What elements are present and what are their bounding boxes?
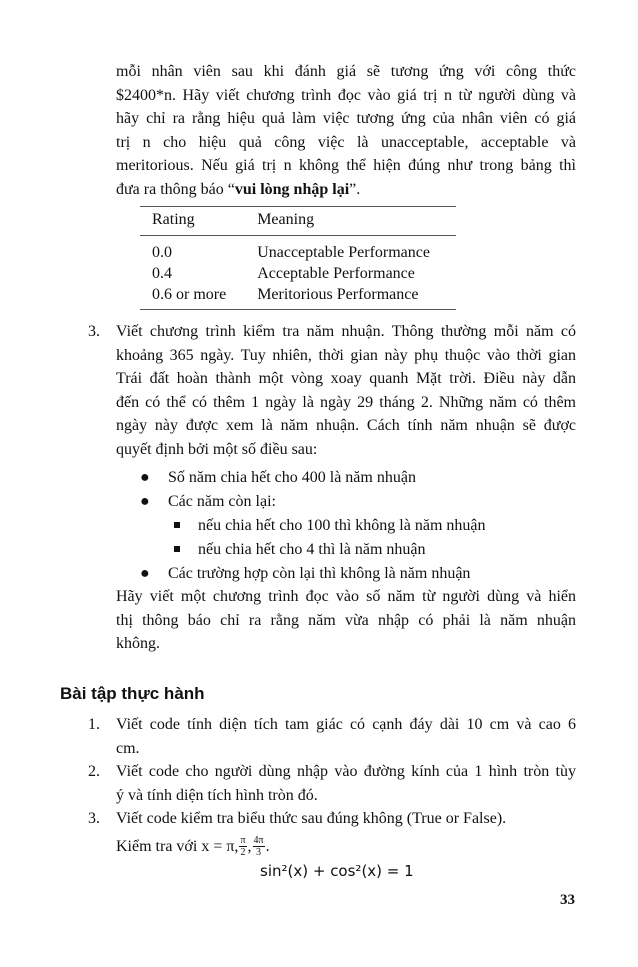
intro-paragraph bbox=[116, 60, 576, 202]
intro-line: hãy chỉ ra rằng hiệu quả làm việc tương ứng của nhân viên có giá bbox=[116, 110, 576, 128]
intro-last-suffix: ”. bbox=[349, 180, 361, 198]
table-cell: Acceptable Performance bbox=[257, 265, 415, 282]
bullet-dot-icon: ● bbox=[140, 565, 150, 582]
square-bullet-icon bbox=[174, 546, 180, 552]
bullet-text: Số năm chia hết cho 400 là năm nhuận bbox=[168, 469, 416, 486]
sub-bullet-item bbox=[198, 514, 485, 537]
practice-line: ý và tính diện tích hình tròn đó. bbox=[116, 786, 318, 804]
sub-bullet-item bbox=[198, 538, 425, 561]
reenter-message: vui lòng nhập lại bbox=[234, 180, 350, 198]
square-bullet-icon bbox=[174, 522, 180, 528]
check-prefix: Kiểm tra với x = π, bbox=[116, 837, 239, 855]
intro-line: $2400*n. Hãy viết chương trình đọc vào giá trị n từ người dùng và bbox=[116, 86, 576, 104]
page-number: 33 bbox=[560, 892, 575, 908]
bullet-dot-icon: ● bbox=[140, 493, 150, 510]
item-number: 3. bbox=[88, 810, 100, 827]
item3-line: quyết định bởi một số điều sau: bbox=[116, 440, 318, 458]
fraction-4pi-over-3 bbox=[253, 835, 265, 858]
closing-line: không. bbox=[116, 635, 160, 653]
identity-formula: sin²(x) + cos²(x) = 1 bbox=[260, 862, 414, 880]
check-values-line: Kiểm tra với x = π, $\frac{\pi}{2}$ , $\frac{4\pi}{3}$ . bbox=[116, 835, 270, 859]
intro-last-line bbox=[116, 178, 576, 202]
bullet-text: Các trường hợp còn lại thì không là năm nhuận bbox=[168, 565, 471, 582]
fraction-denominator: 2 bbox=[240, 847, 246, 859]
item3-line: khoảng 365 ngày. Tuy nhiên, thời gian này phụ thuộc vào thời gian bbox=[116, 346, 576, 364]
bullet-dot-icon: ● bbox=[140, 469, 150, 486]
bullet-item bbox=[140, 466, 416, 489]
table-cell: Meritorious Performance bbox=[245, 284, 456, 310]
fraction-pi-over-2 bbox=[239, 835, 246, 858]
practice-item bbox=[116, 760, 576, 807]
item-number: 1. bbox=[88, 716, 100, 733]
practice-line: Viết code cho người dùng nhập vào đường kính của 1 hình tròn tùy bbox=[116, 763, 576, 780]
table-row bbox=[140, 284, 456, 310]
bullet-item bbox=[140, 562, 471, 585]
closing-line: thị thông báo chỉ ra rằng năm vừa nhập có phải là năm nhuận bbox=[116, 611, 576, 629]
item3-line: Trái đất hoàn thành một vòng xoay quanh Mặt trời. Điều này dẫn bbox=[116, 370, 576, 388]
bullet-item bbox=[140, 490, 276, 513]
intro-last-prefix: đưa ra thông báo “ bbox=[116, 180, 235, 198]
intro-line: trị n cho hiệu quả công việc là unacceptable, acceptable và bbox=[116, 133, 576, 151]
table-cell: Unacceptable Performance bbox=[257, 244, 430, 261]
fraction-denominator: 3 bbox=[256, 847, 262, 859]
practice-line: Viết code tính diện tích tam giác có cạnh đáy dài 10 cm và cao 6 bbox=[116, 716, 576, 733]
practice-line: Viết code kiểm tra biểu thức sau đúng không (True or False). bbox=[116, 810, 507, 827]
bullet-text: nếu chia hết cho 4 thì là năm nhuận bbox=[198, 541, 426, 558]
practice-line: cm. bbox=[116, 739, 140, 757]
column-header-meaning: Meaning bbox=[245, 207, 456, 236]
rating-table bbox=[140, 206, 456, 310]
item-number: 2. bbox=[88, 763, 100, 780]
table-cell: 0.0 bbox=[152, 244, 172, 261]
table-cell: 0.4 bbox=[152, 265, 172, 282]
bullet-text: nếu chia hết cho 100 thì không là năm nhuận bbox=[198, 517, 486, 534]
table-row bbox=[140, 263, 456, 284]
item3-line: đến có thể có thêm 1 ngày là ngày 29 tháng 2. Những năm có thêm bbox=[116, 393, 576, 411]
item3-closing bbox=[116, 585, 576, 656]
closing-line: Hãy viết một chương trình đọc vào số năm từ người dùng và hiển bbox=[116, 588, 576, 605]
intro-line: mỗi nhân viên sau khi đánh giá sẽ tương ứng với công thức bbox=[116, 63, 576, 80]
table-row bbox=[140, 236, 456, 264]
item3-paragraph bbox=[116, 320, 576, 462]
item-number: 3. bbox=[88, 323, 100, 340]
item3-line: Viết chương trình kiểm tra năm nhuận. Thông thường mỗi năm có bbox=[116, 323, 576, 340]
practice-item bbox=[116, 807, 576, 858]
fraction-numerator: 4π bbox=[253, 835, 264, 847]
table-header-row bbox=[140, 207, 456, 236]
fraction-numerator: π bbox=[240, 835, 246, 847]
bullet-text: Các năm còn lại: bbox=[168, 493, 276, 510]
practice-item bbox=[116, 713, 576, 760]
item3-line: ngày này được xem là năm nhuận. Cách tính năm nhuận sẽ được bbox=[116, 417, 576, 435]
intro-line: meritorious. Nếu giá trị n không thể hiện đúng như trong bảng thì bbox=[116, 157, 576, 175]
section-heading: Bài tập thực hành bbox=[60, 684, 205, 703]
column-header-rating: Rating bbox=[140, 207, 245, 236]
table-cell: 0.6 or more bbox=[140, 284, 245, 310]
